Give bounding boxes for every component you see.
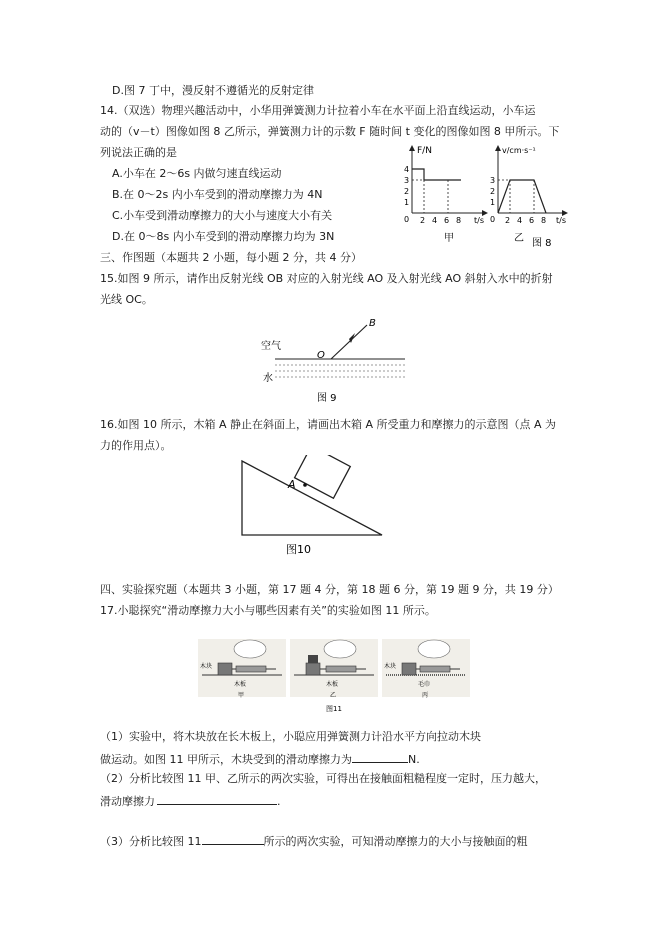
q17-part2-line1: （2）分析比较图 11 甲、乙所示的两次实验，可得出在接触面粗糙程度一定时，压力越大， xyxy=(100,772,546,785)
fig9-point-b: B xyxy=(369,318,376,329)
fig11-bing-block-label: 木块 xyxy=(384,663,397,670)
q16-line1: 16.如图 10 所示，木箱 A 静止在斜面上，请画出木箱 A 所受重力和摩擦力的示意图（点 A 为 xyxy=(100,418,557,431)
fig8-left-ylabel: F/N xyxy=(417,146,432,156)
q14-option-c: C.小车受到滑动摩擦力的大小与速度大小有关 xyxy=(112,209,333,222)
q13-option-d: D.图 7 丁中，漫反射不遵循光的反射定律 xyxy=(112,84,314,97)
fig10-point-a xyxy=(303,483,307,487)
q17-part1-unit: N. xyxy=(408,753,420,766)
fig8-right-origin: 0 xyxy=(490,215,496,224)
q17-part1-line2 xyxy=(100,750,420,768)
fig8-caption: 图 8 xyxy=(532,238,552,248)
fig11-jia-label: 甲 xyxy=(238,692,245,699)
q17-part3-text-b: 所示的两次实验，可知滑动摩擦力的大小与接触面的粗 xyxy=(263,835,528,848)
fig9-air-label: 空气 xyxy=(261,341,281,352)
fig9-caption: 图 9 xyxy=(317,393,337,403)
fig11-jia-surface-label: 木板 xyxy=(234,681,247,688)
fig11-panel-jia xyxy=(198,639,286,699)
fig11-jia-block-label: 木块 xyxy=(200,663,213,670)
fig8-velocity-curve xyxy=(498,180,546,213)
q17-part3-text-a: （3）分析比较图 11 xyxy=(100,835,202,848)
fig9-reflected-ray xyxy=(331,325,367,359)
fig8-right-ytick-3: 3 xyxy=(490,176,496,185)
q17-part3-blank[interactable] xyxy=(202,832,264,845)
fig8-right-label: 乙 xyxy=(514,233,524,244)
q17-part1-line1: （1）实验中，将木块放在长木板上，小聪应用弹簧测力计沿水平方向拉动木块 xyxy=(100,730,481,743)
figure-8 xyxy=(400,143,570,248)
q14-option-a: A.小车在 2～6s 内做匀速直线运动 xyxy=(112,167,282,180)
fig8-left-ytick-3: 3 xyxy=(404,176,410,185)
fig8-force-curve xyxy=(412,169,461,180)
figure-11 xyxy=(198,635,470,715)
section4-title: 四、实验探究题（本题共 3 小题，第 17 题 4 分，第 18 题 6 分，第 19 题 9 分，共 19 分） xyxy=(100,583,559,596)
q14-option-b: B.在 0～2s 内小车受到的滑动摩擦力为 4N xyxy=(112,188,323,201)
fig10-caption: 图10 xyxy=(286,543,311,556)
fig11-bing-surface-label: 毛巾 xyxy=(418,681,431,688)
fig11-panel-yi xyxy=(290,639,378,699)
fig11-panel-bing xyxy=(382,639,470,699)
q14-stem-line2: 动的（v－t）图像如图 8 乙所示，弹簧测力计的示数 F 随时间 t 变化的图像如图 8 甲所示。下 xyxy=(100,125,560,138)
q15-line2: 光线 OC。 xyxy=(100,293,153,306)
fig8-left-xtick-6: 6 xyxy=(444,216,450,225)
q15-line1: 15.如图 9 所示，请作出反射光线 OB 对应的入射光线 AO 及入射光线 AO 斜射入水中的折射 xyxy=(100,272,553,285)
fig8-right-xlabel: t/s xyxy=(556,216,566,225)
q14-stem-line1: 14.（双选）物理兴趣活动中，小华用弹簧测力计拉着小车在水平面上沿直线运动，小车运 xyxy=(100,104,536,117)
fig11-yi-surface-label: 木板 xyxy=(326,681,339,688)
fig10-box xyxy=(295,455,351,498)
fig8-left-origin: 0 xyxy=(404,215,410,224)
fig8-left-xtick-8: 8 xyxy=(456,216,462,225)
fig8-left-ytick-4: 4 xyxy=(404,165,410,174)
fig11-yi-label: 乙 xyxy=(330,692,337,699)
fig8-right-xtick-6: 6 xyxy=(529,216,535,225)
fig8-right-ylabel: v/cm·s⁻¹ xyxy=(502,146,536,155)
fig8-left-xtick-2: 2 xyxy=(420,216,426,225)
fig10-box-label: A xyxy=(288,478,296,491)
figure-10 xyxy=(236,455,391,560)
fig11-bing-label: 丙 xyxy=(422,692,429,699)
fig8-left-ytick-1: 1 xyxy=(404,198,410,207)
q17-part1-blank[interactable] xyxy=(352,750,408,763)
fig8-left-ytick-2: 2 xyxy=(404,187,410,196)
section3-title: 三、作图题（本题共 2 小题，每小题 2 分，共 4 分） xyxy=(100,251,362,264)
q17-part2-end: . xyxy=(277,795,281,808)
fig8-right-xtick-4: 4 xyxy=(517,216,523,225)
fig11-caption: 图11 xyxy=(326,705,342,713)
q17-part2-text: 滑动摩擦力 xyxy=(100,795,155,808)
fig8-right-ytick-1: 1 xyxy=(490,198,496,207)
q17-part2-blank[interactable] xyxy=(157,792,277,805)
q16-line2: 力的作用点）。 xyxy=(100,439,172,452)
fig8-left-xtick-4: 4 xyxy=(432,216,438,225)
fig8-right-xtick-8: 8 xyxy=(541,216,547,225)
q14-stem-line3: 列说法正确的是 xyxy=(100,146,177,159)
fig9-point-o: O xyxy=(317,350,325,361)
q17-part3-line1 xyxy=(100,832,528,850)
fig8-left-xlabel: t/s xyxy=(474,216,484,225)
figure-9 xyxy=(255,313,415,403)
fig8-left-label: 甲 xyxy=(444,233,454,244)
fig9-water-label: 水 xyxy=(263,373,273,384)
q17-part2-line2 xyxy=(100,792,281,810)
q14-option-d: D.在 0～8s 内小车受到的滑动摩擦力均为 3N xyxy=(112,230,335,243)
q17-intro: 17.小聪探究“滑动摩擦力大小与哪些因素有关”的实验如图 11 所示。 xyxy=(100,604,436,617)
fig8-right-xtick-2: 2 xyxy=(505,216,511,225)
q17-part1-text: 做运动。如图 11 甲所示，木块受到的滑动摩擦力为 xyxy=(100,753,352,766)
fig8-right-ytick-2: 2 xyxy=(490,187,496,196)
